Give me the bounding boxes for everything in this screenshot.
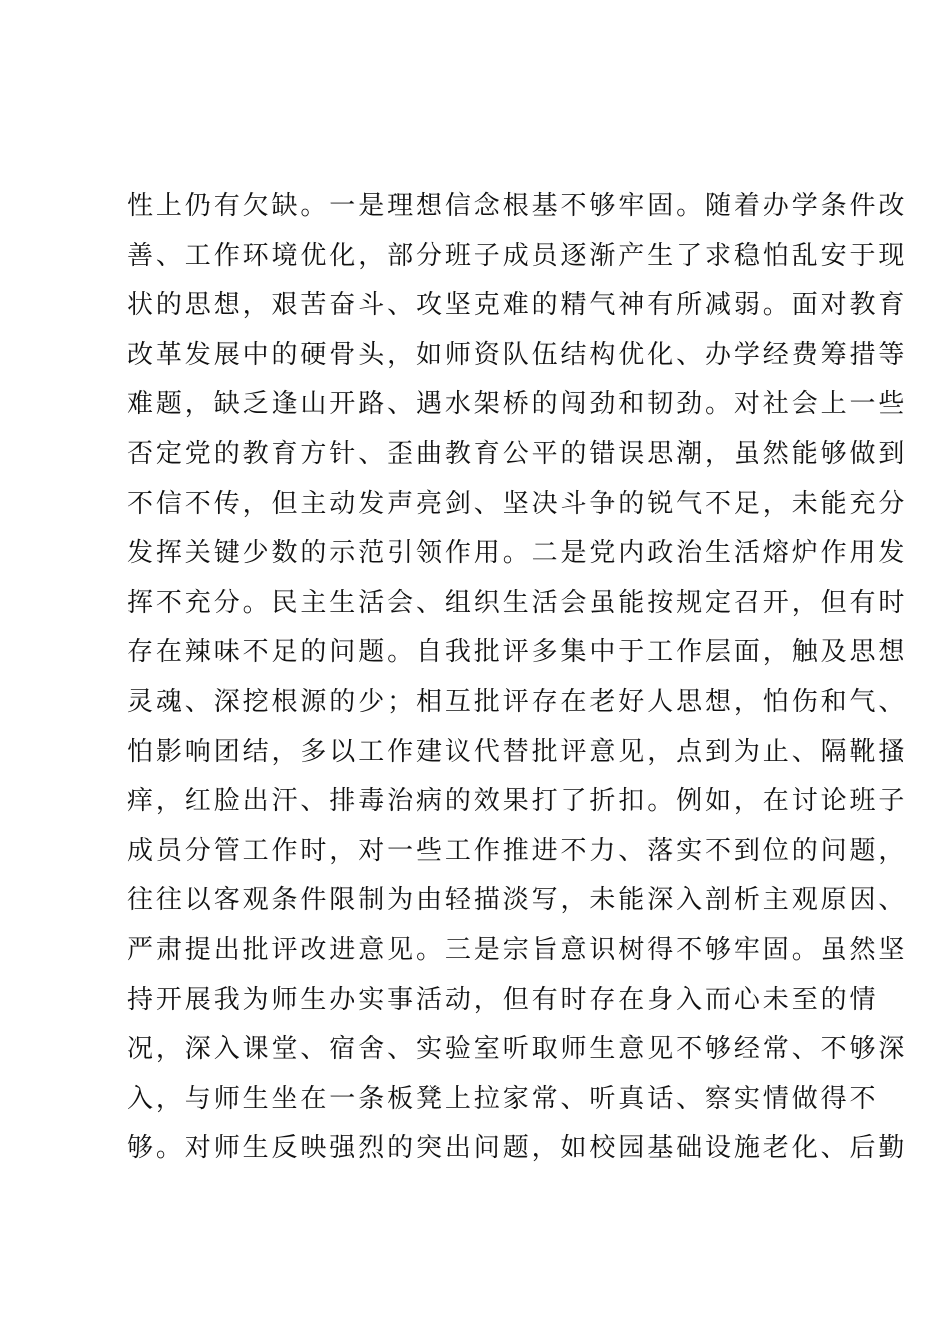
text-line: 怕影响团结，多以工作建议代替批评意见，点到为止、隔靴搔 xyxy=(127,736,908,767)
text-line: 存在辣味不足的问题。自我批评多集中于工作层面，触及思想 xyxy=(127,637,908,668)
text-line: 不信不传，但主动发声亮剑、坚决斗争的锐气不足，未能充分 xyxy=(127,488,908,519)
text-line: 往往以客观条件限制为由轻描淡写，未能深入剖析主观原因、 xyxy=(127,885,908,916)
text-line: 发挥关键少数的示范引领作用。二是党内政治生活熔炉作用发 xyxy=(127,538,908,569)
text-line: 况，深入课堂、宿舍、实验室听取师生意见不够经常、不够深 xyxy=(127,1034,908,1065)
text-line: 改革发展中的硬骨头，如师资队伍结构优化、办学经费筹措等 xyxy=(127,339,908,370)
text-line: 难题，缺乏逢山开路、遇水架桥的闯劲和韧劲。对社会上一些 xyxy=(127,389,908,420)
text-line: 挥不充分。民主生活会、组织生活会虽能按规定召开，但有时 xyxy=(127,587,908,618)
text-line: 严肃提出批评改进意见。三是宗旨意识树得不够牢固。虽然坚 xyxy=(127,934,908,965)
text-line: 痒，红脸出汗、排毒治病的效果打了折扣。例如，在讨论班子 xyxy=(127,786,908,817)
text-line: 持开展我为师生办实事活动，但有时存在身入而心未至的情 xyxy=(127,984,879,1015)
text-line: 灵魂、深挖根源的少；相互批评存在老好人思想，怕伤和气、 xyxy=(127,686,908,717)
text-line: 成员分管工作时，对一些工作推进不力、落实不到位的问题， xyxy=(127,835,908,866)
text-line: 善、工作环境优化，部分班子成员逐渐产生了求稳怕乱安于现 xyxy=(127,240,908,271)
text-line: 否定党的教育方针、歪曲教育公平的错误思潮，虽然能够做到 xyxy=(127,438,908,469)
text-line: 入，与师生坐在一条板凳上拉家常、听真话、察实情做得不 xyxy=(127,1083,879,1114)
body-paragraph xyxy=(127,182,908,1174)
text-line: 够。对师生反映强烈的突出问题，如校园基础设施老化、后勤 xyxy=(127,1133,908,1164)
text-line: 状的思想，艰苦奋斗、攻坚克难的精气神有所减弱。面对教育 xyxy=(127,290,908,321)
text-line: 性上仍有欠缺。一是理想信念根基不够牢固。随着办学条件改 xyxy=(127,191,908,221)
